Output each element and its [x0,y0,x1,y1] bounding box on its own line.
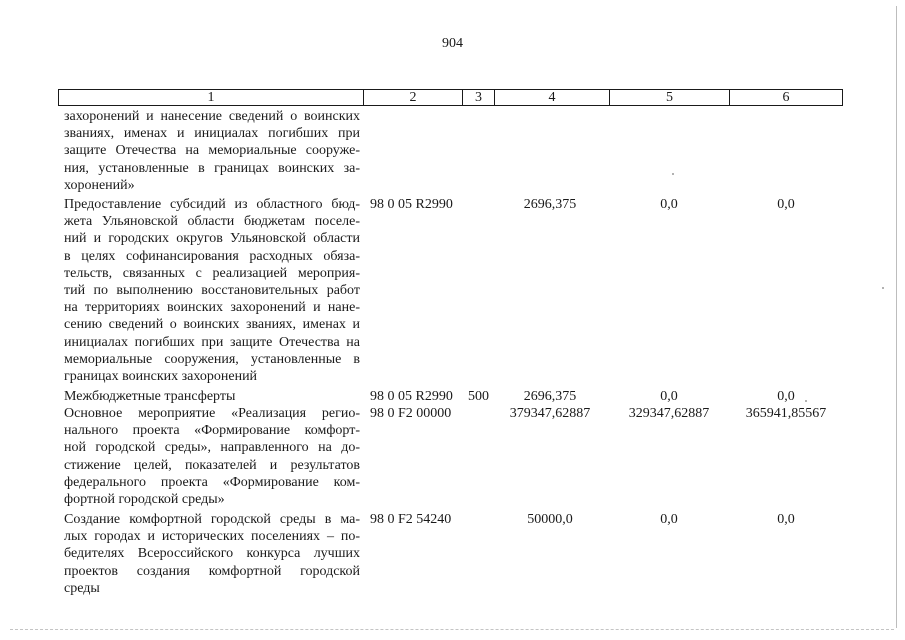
description-line: фортной городской среды» [64,492,225,508]
description-line: защите Отечества на мемориальные сооруже- [64,143,360,159]
description-line: Предоставление субсидий из областного бюд- [64,197,360,212]
description-line: сению сведений о воинских званиях, именах и [64,317,360,333]
amount-col-6: 0,0 [777,389,795,404]
scan-speck [672,173,674,175]
header-col-6: 6 [729,89,843,106]
page-number: 904 [442,36,463,51]
header-col-5: 5 [609,89,729,106]
description-line: мемориальные сооружения, установленные в [64,351,360,367]
description-line: званиях, именах и инициалах погибших при [64,126,360,142]
amount-col-4: 379347,62887 [509,406,591,421]
description-line: Межбюджетные трансферты [64,389,236,404]
scan-speck [805,400,807,402]
scan-speck [882,287,884,289]
budget-code: 98 0 05 R2990 [370,389,453,404]
row-description [64,511,360,597]
scan-edge [10,629,894,630]
header-col-2: 2 [363,89,462,106]
budget-code: 98 0 F2 54240 [370,512,452,527]
row-description [64,405,360,508]
expense-type: 500 [468,389,489,404]
description-line: лых городах и исторических поселениях – по- [64,529,360,545]
row-description [64,108,360,194]
description-line: хоронений» [64,177,135,193]
amount-col-5: 0,0 [660,512,678,527]
amount-col-4: 50000,0 [527,512,573,527]
amount-col-6: 0,0 [777,512,795,527]
description-line: в целях софинансирования расходных обяза- [64,248,360,264]
description-line: тельств, связанных с реализацией мероприя- [64,265,360,281]
description-line: захоронений и нанесение сведений о воинских [64,109,360,124]
description-line: бедителях Всероссийского конкурса лучших [64,546,360,562]
description-line: среды [64,580,100,596]
description-line: инициалах погибших при защите Отечества на [64,334,360,350]
description-line: федерального проекта «Формирование ком- [64,474,360,490]
description-line: нального проекта «Формирование комфорт- [64,423,360,439]
description-line: стижение целей, показателей и результатов [64,457,360,473]
description-line: ной городской среды», направленного на до- [64,440,360,456]
description-line: Создание комфортной городской среды в ма- [64,512,360,527]
description-line: Основное мероприятие «Реализация регио- [64,406,360,421]
amount-col-5: 0,0 [660,389,678,404]
amount-col-6: 0,0 [777,197,795,212]
amount-col-5: 329347,62887 [628,406,710,421]
description-line: ния, установленные в границах воинских за- [64,160,360,176]
budget-code: 98 0 F2 00000 [370,406,452,421]
description-line: границах воинских захоронений [64,369,258,385]
header-col-4: 4 [494,89,609,106]
amount-col-4: 2696,375 [523,197,577,212]
description-line: проектов создания комфортной городской [64,563,360,579]
description-line: ний и городских округов Ульяновской области [64,231,360,247]
amount-col-6: 365941,85567 [745,406,827,421]
budget-code: 98 0 05 R2990 [370,197,453,212]
header-col-1: 1 [58,89,363,106]
row-description [64,388,360,405]
amount-col-4: 2696,375 [523,389,577,404]
description-line: на территориях воинских захоронений и нане- [64,300,360,316]
header-col-3: 3 [462,89,494,106]
row-description [64,196,360,385]
description-line: тий по выполнению восстановительных работ [64,283,360,299]
description-line: жета Ульяновской области бюджетам поселе- [64,214,360,230]
amount-col-5: 0,0 [660,197,678,212]
